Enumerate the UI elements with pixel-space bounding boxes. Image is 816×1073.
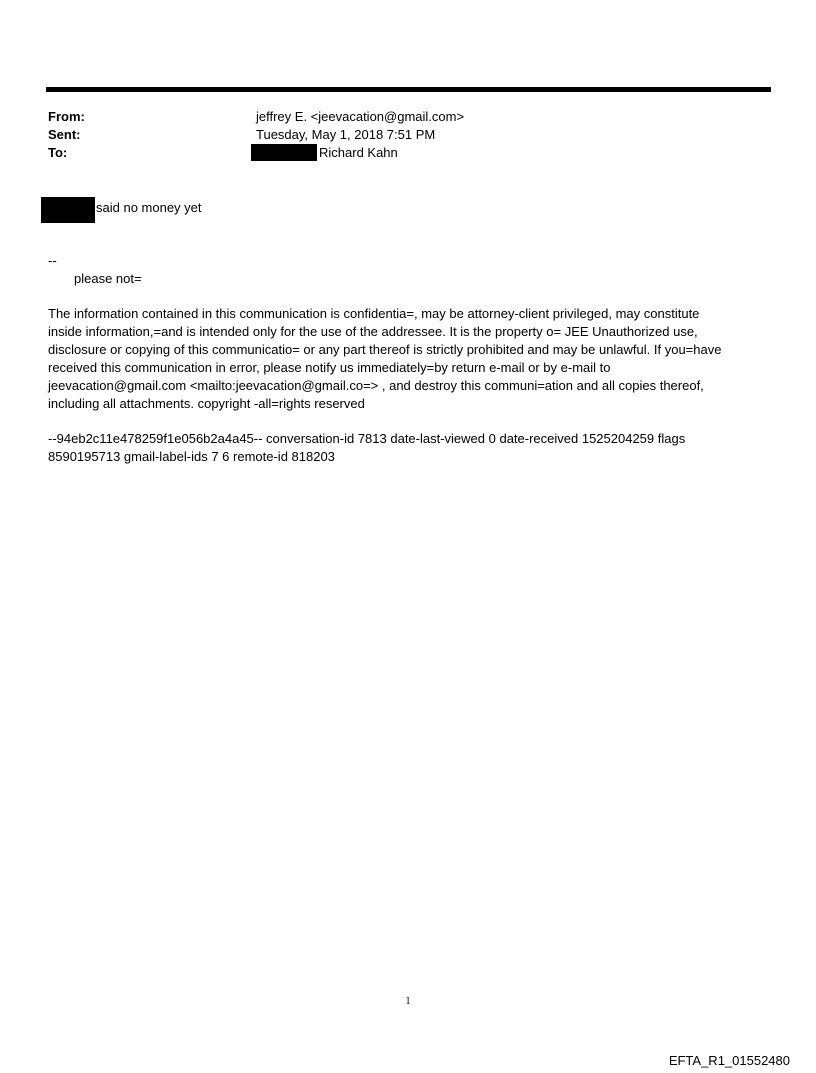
confidentiality-disclaimer: [48, 305, 768, 413]
to-redaction-block: [251, 144, 317, 161]
disclaimer-line: disclosure or copying of this communicatio= or any part thereof is strictly prohibited and may be unlawful. If you=have: [48, 342, 722, 357]
metadata-line: 8590195713 gmail-label-ids 7 6 remote-id 818203: [48, 449, 335, 464]
disclaimer-line: jeevacation@gmail.com <mailto:jeevacation@gmail.co=> , and destroy this communi=ation and all copies thereof,: [48, 378, 704, 393]
sent-value: Tuesday, May 1, 2018 7:51 PM: [256, 127, 436, 142]
header-rule: [46, 87, 771, 92]
signature-dashes: --: [48, 253, 57, 268]
disclaimer-line: including all attachments. copyright -all=rights reserved: [48, 396, 365, 411]
to-value: Richard Kahn: [319, 145, 398, 160]
disclaimer-line: inside information,=and is intended only for the use of the addressee. It is the property o= JEE Unauthorized use,: [48, 324, 698, 339]
signature-note: please not=: [74, 271, 142, 286]
message-metadata: [48, 430, 768, 466]
to-label: To:: [48, 145, 68, 160]
disclaimer-line: received this communication in error, please notify us immediately=by return e-mail or by e-mail to: [48, 360, 611, 375]
page-number: 1: [405, 996, 411, 1007]
from-label: From:: [48, 109, 85, 124]
sent-label: Sent:: [48, 127, 81, 142]
document-id: EFTA_R1_01552480: [668, 1053, 790, 1068]
disclaimer-line: The information contained in this communication is confidentia=, may be attorney-client privileged, may constitute: [48, 306, 700, 321]
message-redaction-block: [41, 197, 95, 223]
from-value: jeffrey E. <jeevacation@gmail.com>: [256, 109, 465, 124]
message-text: said no money yet: [96, 200, 202, 215]
metadata-line: --94eb2c11e478259f1e056b2a4a45-- conversation-id 7813 date-last-viewed 0 date-received 1525204259 flags: [48, 431, 686, 446]
